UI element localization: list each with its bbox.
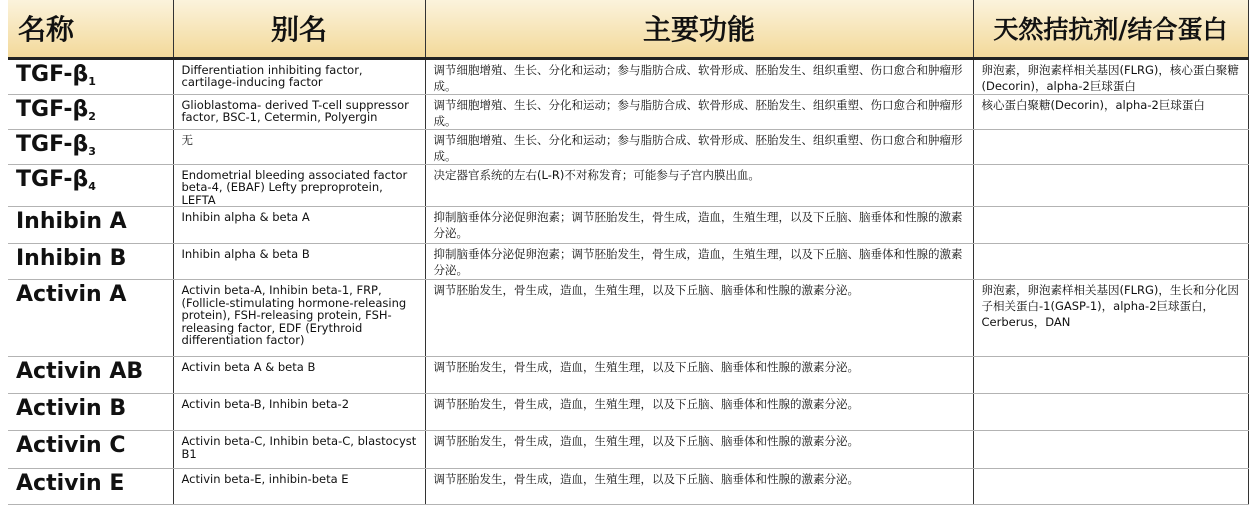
function-cell: 调节胚胎发生，骨生成，造血，生殖生理，以及下丘脑、脑垂体和性腺的激素分泌。	[425, 357, 973, 394]
table-row	[8, 58, 1248, 94]
header-antagonist: 天然拮抗剂/结合蛋白	[973, 0, 1248, 58]
antagonist-cell: 卵泡素，卵泡素样相关基因(FLRG)，生长和分化因子相关蛋白-1(GASP-1)，alpha-2巨球蛋白，Cerberus，DAN	[973, 280, 1248, 357]
protein-name-subscript: 2	[88, 109, 96, 123]
table-row	[8, 394, 1248, 431]
protein-name	[8, 357, 173, 394]
antagonist-cell	[973, 164, 1248, 207]
alias-cell: Activin beta-E, inhibin-beta E	[173, 469, 425, 505]
protein-name-text: Inhibin B	[16, 246, 127, 271]
header-alias: 别名	[173, 0, 425, 58]
antagonist-cell	[973, 469, 1248, 505]
function-cell: 调节细胞增殖、生长、分化和运动；参与脂肪合成、软骨形成、胚胎发生、组织重塑、伤口愈合和肿瘤形成。	[425, 129, 973, 164]
alias-cell: Inhibin alpha & beta A	[173, 207, 425, 244]
protein-name-subscript: 4	[88, 179, 96, 193]
protein-name	[8, 280, 173, 357]
alias-cell: 无	[173, 129, 425, 164]
antagonist-cell	[973, 207, 1248, 244]
function-cell: 调节胚胎发生，骨生成，造血，生殖生理，以及下丘脑、脑垂体和性腺的激素分泌。	[425, 431, 973, 469]
protein-name-text: Inhibin A	[16, 209, 127, 234]
protein-name	[8, 431, 173, 469]
function-cell: 调节胚胎发生，骨生成，造血，生殖生理，以及下丘脑、脑垂体和性腺的激素分泌。	[425, 280, 973, 357]
antagonist-cell	[973, 357, 1248, 394]
protein-name-text: TGF-β	[16, 131, 89, 157]
protein-table	[8, 0, 1249, 505]
protein-name-text: Activin B	[16, 396, 127, 421]
protein-name	[8, 129, 173, 164]
alias-cell: Inhibin alpha & beta B	[173, 244, 425, 280]
table-row	[8, 357, 1248, 394]
protein-name-subscript: 1	[88, 74, 96, 88]
table-row	[8, 94, 1248, 129]
protein-name	[8, 244, 173, 280]
protein-name-text: Activin AB	[16, 359, 144, 384]
protein-name-text: Activin A	[16, 282, 127, 307]
table-row	[8, 280, 1248, 357]
protein-name-text: TGF-β	[16, 166, 89, 192]
protein-name	[8, 394, 173, 431]
protein-name	[8, 58, 173, 94]
protein-name-text: TGF-β	[16, 61, 89, 87]
header-row	[8, 0, 1248, 58]
alias-cell: Activin beta A & beta B	[173, 357, 425, 394]
table-row	[8, 431, 1248, 469]
antagonist-cell: 卵泡素，卵泡素样相关基因(FLRG)，核心蛋白聚糖(Decorin)，alpha-2巨球蛋白	[973, 58, 1248, 94]
header-name: 名称	[8, 0, 173, 58]
function-cell: 抑制脑垂体分泌促卵泡素；调节胚胎发生，骨生成，造血，生殖生理，以及下丘脑、脑垂体和性腺的激素分泌。	[425, 207, 973, 244]
alias-cell: Glioblastoma- derived T-cell suppressor factor, BSC-1, Cetermin, Polyergin	[173, 94, 425, 129]
header-function: 主要功能	[425, 0, 973, 58]
function-cell: 抑制脑垂体分泌促卵泡素；调节胚胎发生，骨生成，造血，生殖生理，以及下丘脑、脑垂体和性腺的激素分泌。	[425, 244, 973, 280]
function-cell: 调节细胞增殖、生长、分化和运动；参与脂肪合成、软骨形成、胚胎发生、组织重塑、伤口愈合和肿瘤形成。	[425, 94, 973, 129]
alias-cell: Activin beta-A, Inhibin beta-1, FRP, (Follicle-stimulating hormone-releasing protein), FSH-releasing protein, FSH-releasing factor, EDF (Erythroid differentiation factor)	[173, 280, 425, 357]
function-cell: 调节胚胎发生，骨生成，造血，生殖生理，以及下丘脑、脑垂体和性腺的激素分泌。	[425, 394, 973, 431]
alias-cell: Differentiation inhibiting factor, cartilage-inducing factor	[173, 58, 425, 94]
protein-name	[8, 94, 173, 129]
table-row	[8, 469, 1248, 505]
alias-cell: Activin beta-C, Inhibin beta-C, blastocyst B1	[173, 431, 425, 469]
table-row	[8, 129, 1248, 164]
protein-name-subscript: 3	[88, 144, 96, 158]
protein-name-text: Activin E	[16, 471, 125, 496]
protein-name	[8, 469, 173, 505]
antagonist-cell	[973, 394, 1248, 431]
function-cell: 决定器官系统的左右(L-R)不对称发育；可能参与子宫内膜出血。	[425, 164, 973, 207]
protein-name-text: Activin C	[16, 433, 126, 458]
table-row	[8, 207, 1248, 244]
alias-cell: Endometrial bleeding associated factor beta-4, (EBAF) Lefty preproprotein, LEFTA	[173, 164, 425, 207]
protein-name-text: TGF-β	[16, 96, 89, 122]
antagonist-cell: 核心蛋白聚糖(Decorin)，alpha-2巨球蛋白	[973, 94, 1248, 129]
alias-cell: Activin beta-B, Inhibin beta-2	[173, 394, 425, 431]
antagonist-cell	[973, 431, 1248, 469]
table-body	[8, 58, 1248, 505]
protein-name	[8, 164, 173, 207]
function-cell: 调节细胞增殖、生长、分化和运动；参与脂肪合成、软骨形成、胚胎发生、组织重塑、伤口愈合和肿瘤形成。	[425, 58, 973, 94]
antagonist-cell	[973, 129, 1248, 164]
antagonist-cell	[973, 244, 1248, 280]
table-row	[8, 164, 1248, 207]
table-row	[8, 244, 1248, 280]
protein-name	[8, 207, 173, 244]
function-cell: 调节胚胎发生，骨生成，造血，生殖生理，以及下丘脑、脑垂体和性腺的激素分泌。	[425, 469, 973, 505]
